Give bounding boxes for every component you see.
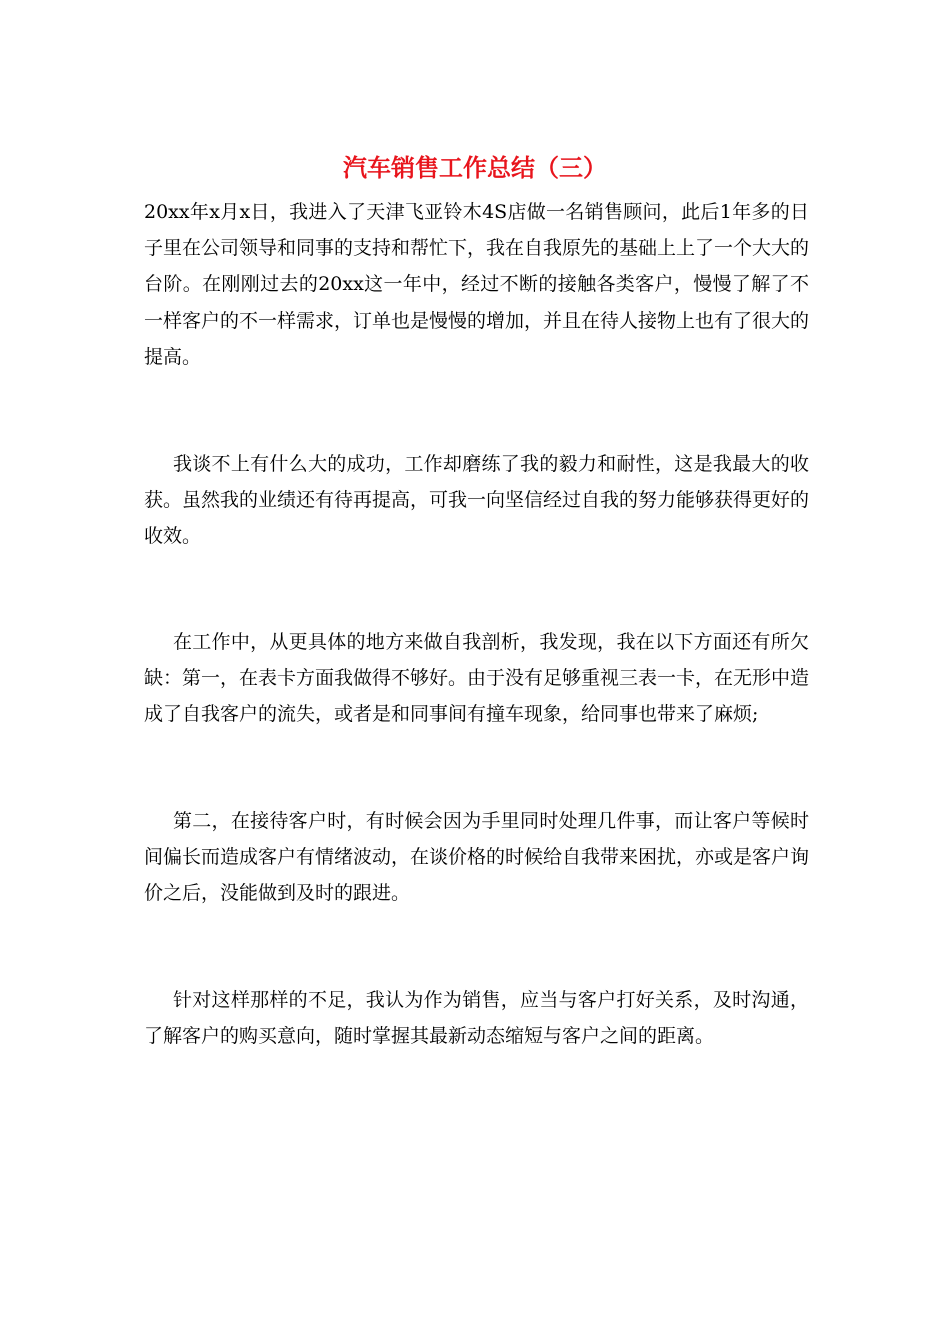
paragraph-intro: 20xx年x月x日，我进入了天津飞亚铃木4S店做一名销售顾问，此后1年多的日子里在公司领导和同事的支持和帮忙下，我在自我原先的基础上上了一个大大的台阶。在刚刚过去的20xx这一年中，经过不断的接触各类客户，慢慢了解了不一样客户的不一样需求，订单也是慢慢的增加，并且在待人接物上也有了很大的提高。	[144, 201, 810, 368]
document-title: 汽车销售工作总结（三）	[343, 153, 607, 182]
paragraph-achievement: 我谈不上有什么大的成功，工作却磨练了我的毅力和耐性，这是我最大的收获。虽然我的业绩还有待再提高，可我一向坚信经过自我的努力能够获得更好的收效。	[144, 453, 810, 548]
paragraph-shortcoming-first: 在工作中，从更具体的地方来做自我剖析，我发现，我在以下方面还有所欠缺：第一，在表卡方面我做得不够好。由于没有足够重视三表一卡，在无形中造成了自我客户的流失，或者是和同事间有撞车现象，给同事也带来了麻烦;	[144, 631, 810, 726]
paragraph-shortcoming-second: 第二，在接待客户时，有时候会因为手里同时处理几件事，而让客户等候时间偏长而造成客户有情绪波动，在谈价格的时候给自我带来困扰，亦或是客户询价之后，没能做到及时的跟进。	[144, 810, 810, 905]
paragraph-improvement: 针对这样那样的不足，我认为作为销售，应当与客户打好关系，及时沟通，了解客户的购买意向，随时掌握其最新动态缩短与客户之间的距离。	[144, 989, 809, 1048]
